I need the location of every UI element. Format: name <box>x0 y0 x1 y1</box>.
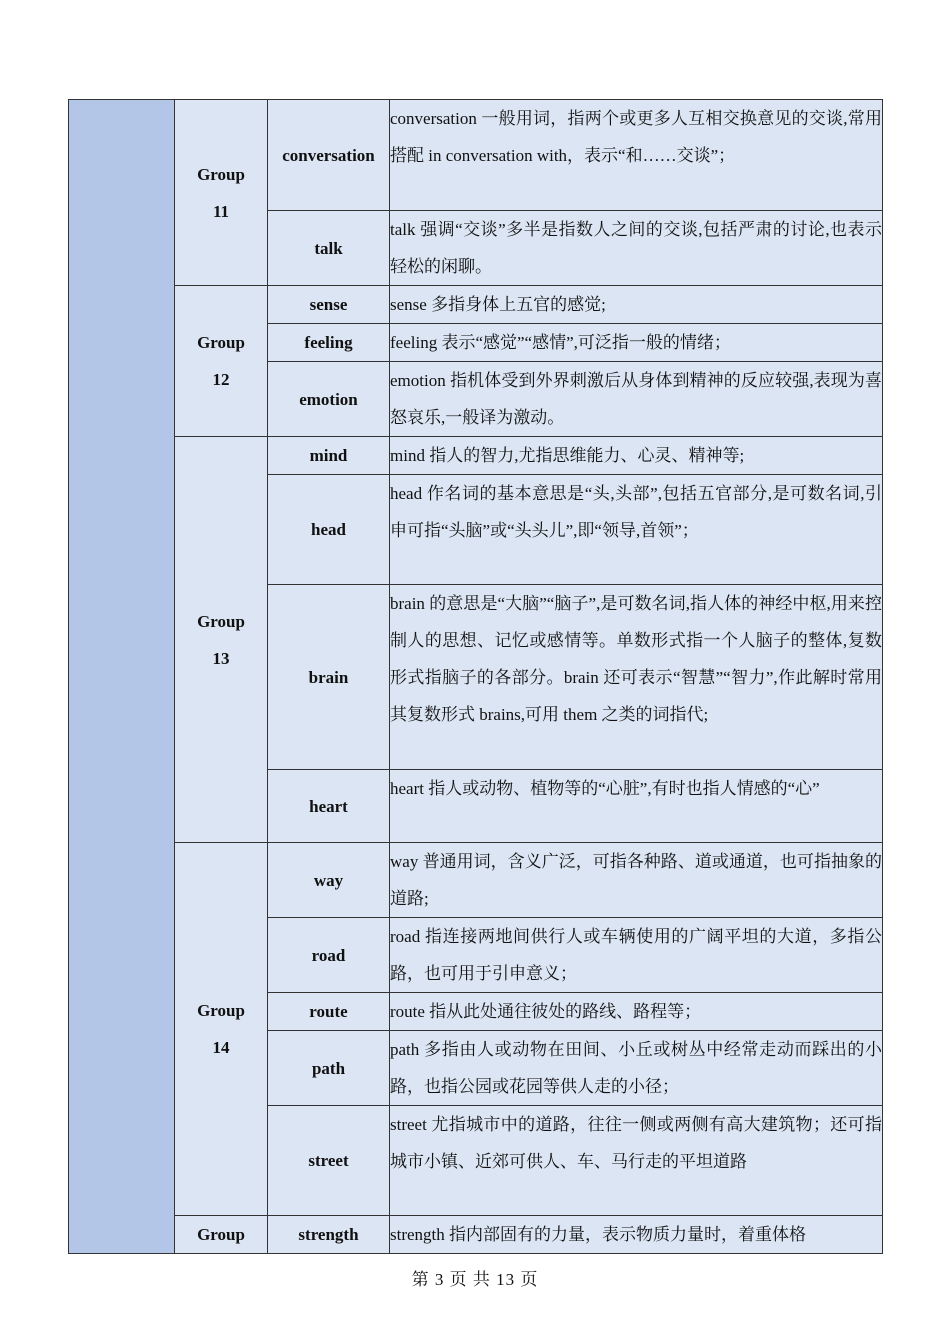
word-cell: talk <box>268 211 390 286</box>
definition-cell: sense 多指身体上五官的感觉; <box>390 286 883 324</box>
word-cell: street <box>268 1106 390 1216</box>
definition-cell: way 普通用词，含义广泛，可指各种路、道或通道，也可指抽象的道路; <box>390 843 883 918</box>
word-cell: head <box>268 475 390 585</box>
group-number: 14 <box>212 1038 230 1057</box>
group-cell <box>175 286 268 437</box>
sidebar-column <box>69 100 175 1254</box>
definition-cell: heart 指人或动物、植物等的“心脏”,有时也指人情感的“心” <box>390 770 883 843</box>
group-label: Group <box>197 611 245 631</box>
group-label: Group <box>197 1001 245 1020</box>
group-number: 13 <box>212 648 230 668</box>
group-number: 12 <box>212 370 230 389</box>
definition-cell: street 尤指城市中的道路，往往一侧或两侧有高大建筑物；还可指城市小镇、近郊可供人、车、马行走的平坦道路 <box>390 1106 883 1216</box>
definition-cell: talk 强调“交谈”多半是指数人之间的交谈,包括严肃的讨论,也表示轻松的闲聊。 <box>390 211 883 286</box>
word-cell: heart <box>268 770 390 843</box>
group-label: Group <box>197 333 245 352</box>
page-footer: 第 3 页 共 13 页 <box>411 1270 539 1289</box>
word-cell: feeling <box>268 324 390 362</box>
definition-cell: mind 指人的智力,尤指思维能力、心灵、精神等; <box>390 437 883 475</box>
group-cell <box>175 1216 268 1254</box>
table-row <box>69 100 883 211</box>
word-cell: strength <box>268 1216 390 1254</box>
word-cell: mind <box>268 437 390 475</box>
word-cell: route <box>268 993 390 1031</box>
definition-cell: route 指从此处通往彼处的路线、路程等； <box>390 993 883 1031</box>
group-label: Group <box>197 1225 245 1244</box>
definition-cell: emotion 指机体受到外界刺激后从身体到精神的反应较强,表现为喜怒哀乐,一般译为激动。 <box>390 362 883 437</box>
definition-cell: road 指连接两地间供行人或车辆使用的广阔平坦的大道，多指公路，也可用于引申意义； <box>390 918 883 993</box>
group-cell <box>175 843 268 1216</box>
word-cell: road <box>268 918 390 993</box>
word-cell: brain <box>268 585 390 770</box>
group-label: Group <box>197 164 245 184</box>
table-row <box>69 843 883 918</box>
table-row <box>69 1216 883 1254</box>
definition-cell: head 作名词的基本意思是“头,头部”,包括五官部分,是可数名词,引申可指“头脑”或“头头儿”,即“领导,首领”； <box>390 475 883 585</box>
group-cell <box>175 437 268 843</box>
table-row <box>69 437 883 475</box>
word-cell: way <box>268 843 390 918</box>
definition-cell: strength 指内部固有的力量，表示物质力量时，着重体格 <box>390 1216 883 1254</box>
word-cell: conversation <box>268 100 390 211</box>
word-cell: sense <box>268 286 390 324</box>
definition-cell: path 多指由人或动物在田间、小丘或树丛中经常走动而踩出的小路，也指公园或花园等供人走的小径； <box>390 1031 883 1106</box>
definition-cell: feeling 表示“感觉”“感情”,可泛指一般的情绪； <box>390 324 883 362</box>
word-cell: emotion <box>268 362 390 437</box>
vocabulary-table <box>68 99 883 1254</box>
group-cell <box>175 100 268 286</box>
definition-cell: brain 的意思是“大脑”“脑子”,是可数名词,指人体的神经中枢,用来控制人的思想、记忆或感情等。单数形式指一个人脑子的整体,复数形式指脑子的各部分。brain 还可表示“智慧”“智力”,作此解时常用其复数形式 brains,可用 them 之类的词指代; <box>390 585 883 770</box>
definition-cell: conversation 一般用词，指两个或更多人互相交换意见的交谈,常用搭配 in conversation with，表示“和……交谈”； <box>390 100 883 211</box>
word-cell: path <box>268 1031 390 1106</box>
group-number: 11 <box>212 201 230 221</box>
table-row <box>69 286 883 324</box>
